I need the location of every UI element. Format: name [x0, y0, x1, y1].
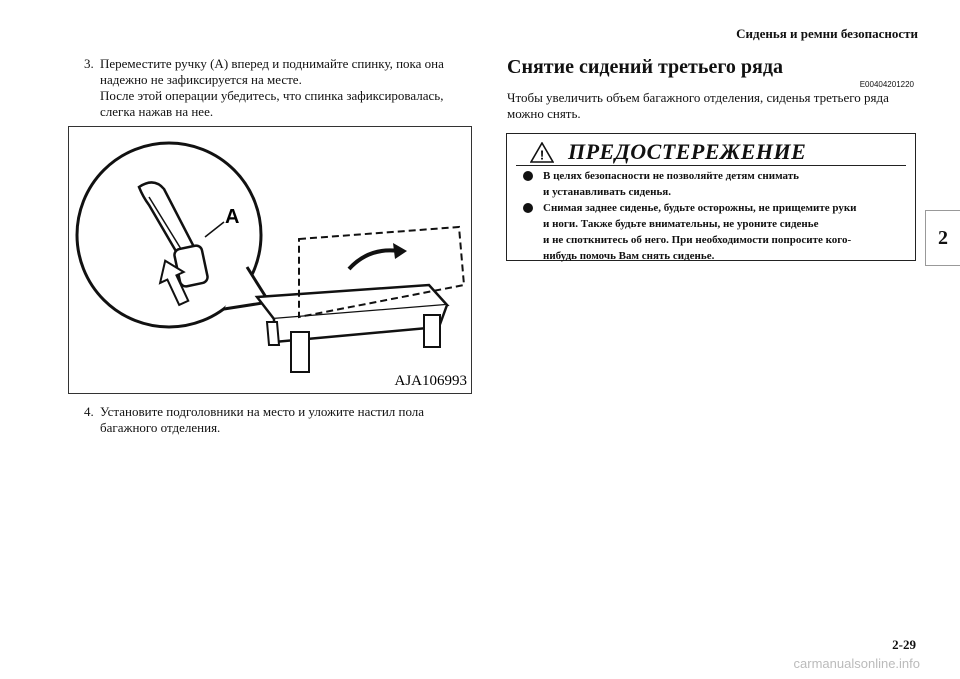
seat-illustration — [68, 126, 472, 394]
watermark: carmanualsonline.info — [793, 656, 920, 671]
step-line: Переместите ручку (A) вперед и поднимайте спинку, пока она — [100, 56, 444, 71]
step-3-text — [100, 56, 484, 120]
label-leader-line — [205, 222, 224, 237]
section-code: E00404201220 — [859, 80, 914, 89]
page-header-title: Сиденья и ремни безопасности — [736, 26, 918, 41]
step-line: слегка нажав на нее. — [100, 104, 214, 119]
seat-leg-right — [424, 315, 440, 347]
step-3 — [84, 56, 484, 120]
warning-item — [523, 200, 905, 264]
page-number: 2-29 — [892, 637, 916, 652]
figure-code: AJA106993 — [394, 373, 467, 389]
warning-symbol: ! — [539, 147, 545, 163]
warning-header — [516, 141, 906, 166]
warning-line: и не споткнитесь об него. При необходимости попросите кого- — [543, 234, 852, 246]
seat-latch — [267, 322, 279, 345]
seat-drawing — [69, 127, 471, 393]
step-4 — [84, 404, 484, 436]
warning-line: нибудь помочь Вам снять сиденье. — [543, 250, 715, 262]
step-number: 3. — [84, 56, 94, 71]
warning-list — [523, 168, 905, 264]
warning-item — [523, 168, 905, 200]
section-intro — [507, 90, 917, 122]
bullet-icon — [523, 171, 533, 181]
warning-line: и ноги. Также будьте внимательны, не уроните сиденье — [543, 218, 819, 230]
step-line: надежно не зафиксируется на месте. — [100, 72, 302, 87]
seat-leg-left — [291, 332, 309, 372]
chapter-tab[interactable]: 2 — [925, 210, 960, 266]
warning-line: В целях безопасности не позволяйте детям снимать — [543, 170, 799, 182]
step-line: Установите подголовники на место и уложите настил пола — [100, 404, 425, 419]
motion-arrow-icon — [349, 250, 399, 269]
step-number: 4. — [84, 404, 94, 419]
step-4-text — [100, 404, 484, 436]
intro-line: можно снять. — [507, 106, 581, 121]
motion-arrowhead — [393, 243, 407, 259]
warning-box — [506, 133, 916, 261]
warning-line: и устанавливать сиденья. — [543, 186, 671, 198]
warning-title: ПРЕДОСТЕРЕЖЕНИЕ — [568, 139, 807, 164]
intro-line: Чтобы увеличить объем багажного отделения, сиденья третьего ряда — [507, 90, 889, 105]
label-a: A — [225, 206, 240, 228]
warning-line: Снимая заднее сиденье, будьте осторожны, не прищемите руки — [543, 202, 857, 214]
bullet-icon — [523, 203, 533, 213]
warning-triangle-icon — [530, 142, 554, 163]
section-title: Снятие сидений третьего ряда — [507, 56, 783, 78]
step-line: После этой операции убедитесь, что спинка зафиксировалась, — [100, 88, 444, 103]
step-line: багажного отделения. — [100, 420, 221, 435]
